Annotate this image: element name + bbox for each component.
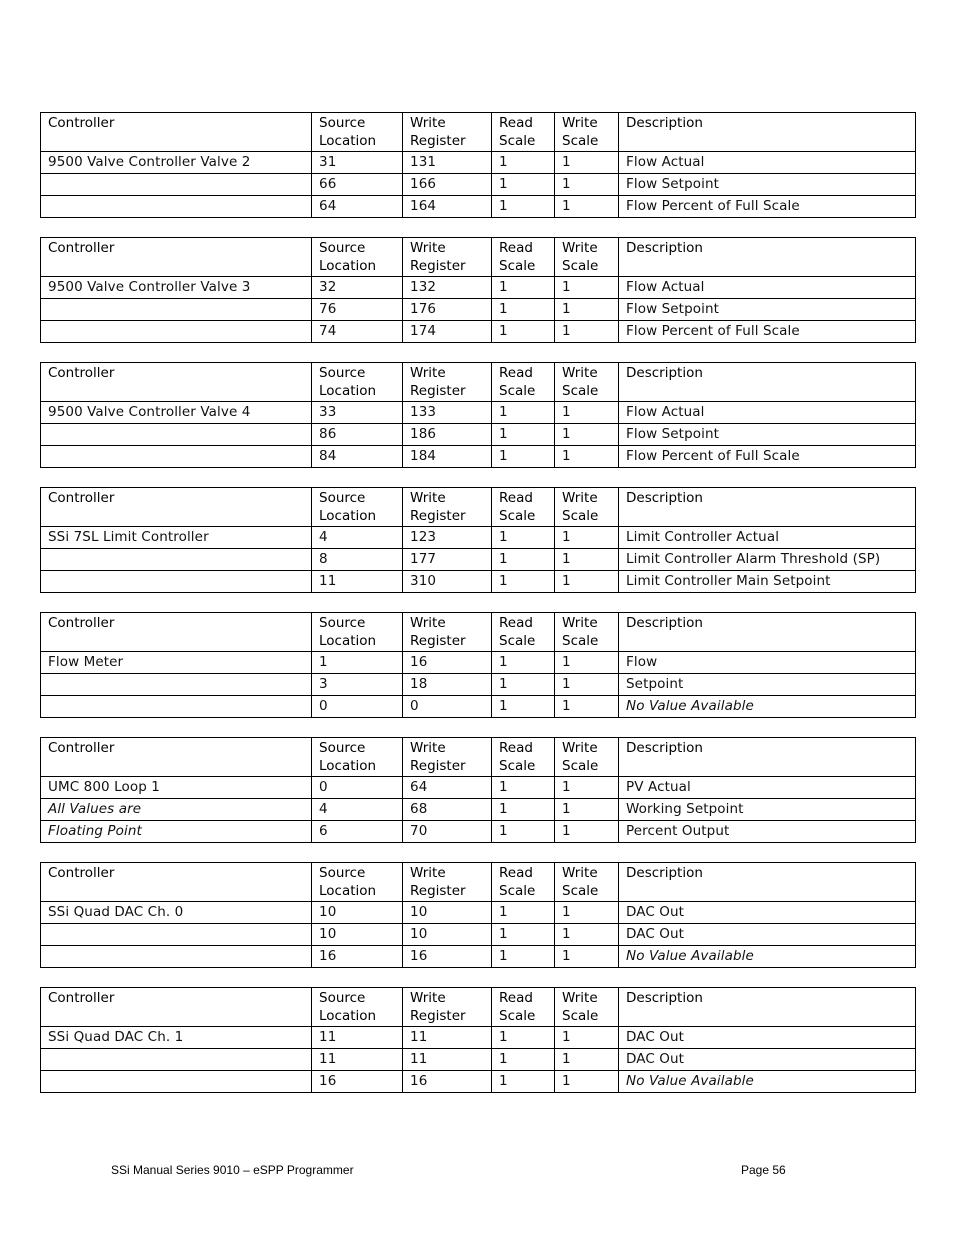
table-row [41, 946, 916, 968]
table-row [41, 424, 916, 446]
write-scale-cell: 1 [555, 1027, 619, 1049]
controller-header: Controller [41, 363, 312, 402]
write-register-header: Write Register [403, 738, 492, 777]
write-register-cell: 16 [403, 946, 492, 968]
read-scale-cell: 1 [492, 571, 555, 593]
description-cell: Limit Controller Main Setpoint [619, 571, 916, 593]
controller-header: Controller [41, 113, 312, 152]
read-scale-cell: 1 [492, 446, 555, 468]
source-location-cell: 11 [312, 1027, 403, 1049]
write-register-header: Write Register [403, 113, 492, 152]
read-scale-cell: 1 [492, 299, 555, 321]
read-scale-header: Read Scale [492, 363, 555, 402]
write-scale-cell: 1 [555, 321, 619, 343]
table-row [41, 1027, 916, 1049]
write-scale-cell: 1 [555, 696, 619, 718]
read-scale-header: Read Scale [492, 613, 555, 652]
controller-cell [41, 424, 312, 446]
description-cell: Flow Percent of Full Scale [619, 446, 916, 468]
description-header: Description [619, 488, 916, 527]
write-register-header: Write Register [403, 238, 492, 277]
table-header-row [41, 488, 916, 527]
write-register-cell: 166 [403, 174, 492, 196]
table-row [41, 299, 916, 321]
read-scale-cell: 1 [492, 196, 555, 218]
controller-table [40, 112, 916, 218]
controller-table [40, 737, 916, 843]
description-cell: No Value Available [619, 1071, 916, 1093]
table-header-row [41, 113, 916, 152]
write-scale-header: Write Scale [555, 363, 619, 402]
write-scale-header: Write Scale [555, 863, 619, 902]
source-location-cell: 66 [312, 174, 403, 196]
write-register-cell: 10 [403, 924, 492, 946]
controller-cell: Floating Point [41, 821, 312, 843]
table-row [41, 652, 916, 674]
description-cell: DAC Out [619, 924, 916, 946]
source-location-cell: 32 [312, 277, 403, 299]
write-register-header: Write Register [403, 363, 492, 402]
table-row [41, 174, 916, 196]
source-location-header: Source Location [312, 113, 403, 152]
write-scale-cell: 1 [555, 821, 619, 843]
table-row [41, 799, 916, 821]
read-scale-header: Read Scale [492, 113, 555, 152]
read-scale-cell: 1 [492, 674, 555, 696]
read-scale-header: Read Scale [492, 988, 555, 1027]
table-header-row [41, 363, 916, 402]
write-scale-header: Write Scale [555, 988, 619, 1027]
write-scale-cell: 1 [555, 652, 619, 674]
write-scale-header: Write Scale [555, 488, 619, 527]
table-row [41, 152, 916, 174]
table-row [41, 696, 916, 718]
read-scale-header: Read Scale [492, 238, 555, 277]
table-row [41, 277, 916, 299]
controller-cell: Flow Meter [41, 652, 312, 674]
read-scale-header: Read Scale [492, 738, 555, 777]
table-header-row [41, 238, 916, 277]
write-scale-cell: 1 [555, 924, 619, 946]
write-register-cell: 164 [403, 196, 492, 218]
description-cell: Flow Setpoint [619, 424, 916, 446]
write-register-cell: 132 [403, 277, 492, 299]
write-scale-header: Write Scale [555, 613, 619, 652]
write-register-cell: 133 [403, 402, 492, 424]
source-location-header: Source Location [312, 738, 403, 777]
source-location-header: Source Location [312, 988, 403, 1027]
table-row [41, 571, 916, 593]
read-scale-cell: 1 [492, 924, 555, 946]
source-location-cell: 6 [312, 821, 403, 843]
write-register-cell: 310 [403, 571, 492, 593]
controller-table [40, 862, 916, 968]
table-header-row [41, 738, 916, 777]
controller-cell [41, 924, 312, 946]
table-row [41, 402, 916, 424]
description-cell: Flow Setpoint [619, 174, 916, 196]
controller-cell [41, 549, 312, 571]
description-header: Description [619, 863, 916, 902]
source-location-cell: 10 [312, 902, 403, 924]
controller-cell: All Values are [41, 799, 312, 821]
source-location-header: Source Location [312, 863, 403, 902]
table-row [41, 924, 916, 946]
description-cell: Flow Percent of Full Scale [619, 321, 916, 343]
description-cell: No Value Available [619, 696, 916, 718]
write-scale-cell: 1 [555, 549, 619, 571]
write-scale-cell: 1 [555, 277, 619, 299]
read-scale-cell: 1 [492, 946, 555, 968]
write-register-cell: 16 [403, 652, 492, 674]
description-cell: Setpoint [619, 674, 916, 696]
table-row [41, 527, 916, 549]
read-scale-cell: 1 [492, 696, 555, 718]
write-register-header: Write Register [403, 488, 492, 527]
description-cell: PV Actual [619, 777, 916, 799]
table-header-row [41, 863, 916, 902]
write-register-header: Write Register [403, 613, 492, 652]
read-scale-header: Read Scale [492, 488, 555, 527]
read-scale-cell: 1 [492, 1049, 555, 1071]
controller-cell [41, 1071, 312, 1093]
write-scale-cell: 1 [555, 446, 619, 468]
description-header: Description [619, 238, 916, 277]
controller-cell [41, 674, 312, 696]
write-scale-cell: 1 [555, 402, 619, 424]
table-row [41, 446, 916, 468]
write-register-cell: 11 [403, 1027, 492, 1049]
source-location-cell: 4 [312, 527, 403, 549]
footer-manual-title: SSi Manual Series 9010 – eSPP Programmer [111, 1163, 354, 1177]
read-scale-cell: 1 [492, 1071, 555, 1093]
read-scale-cell: 1 [492, 321, 555, 343]
source-location-cell: 1 [312, 652, 403, 674]
source-location-cell: 16 [312, 1071, 403, 1093]
source-location-header: Source Location [312, 488, 403, 527]
controller-cell: 9500 Valve Controller Valve 3 [41, 277, 312, 299]
controller-header: Controller [41, 613, 312, 652]
source-location-cell: 76 [312, 299, 403, 321]
source-location-cell: 11 [312, 571, 403, 593]
controller-table [40, 612, 916, 718]
controller-header: Controller [41, 238, 312, 277]
write-scale-cell: 1 [555, 152, 619, 174]
controller-cell [41, 174, 312, 196]
description-cell: Flow Actual [619, 402, 916, 424]
write-scale-cell: 1 [555, 1049, 619, 1071]
write-scale-cell: 1 [555, 196, 619, 218]
source-location-cell: 8 [312, 549, 403, 571]
write-scale-cell: 1 [555, 799, 619, 821]
description-cell: Limit Controller Alarm Threshold (SP) [619, 549, 916, 571]
source-location-cell: 16 [312, 946, 403, 968]
write-register-cell: 176 [403, 299, 492, 321]
write-register-cell: 177 [403, 549, 492, 571]
controller-table [40, 987, 916, 1093]
source-location-header: Source Location [312, 363, 403, 402]
write-register-cell: 68 [403, 799, 492, 821]
read-scale-cell: 1 [492, 424, 555, 446]
read-scale-cell: 1 [492, 777, 555, 799]
write-scale-cell: 1 [555, 674, 619, 696]
write-register-cell: 0 [403, 696, 492, 718]
read-scale-cell: 1 [492, 152, 555, 174]
description-header: Description [619, 988, 916, 1027]
write-register-cell: 11 [403, 1049, 492, 1071]
controller-header: Controller [41, 863, 312, 902]
controller-cell [41, 299, 312, 321]
controller-cell: UMC 800 Loop 1 [41, 777, 312, 799]
table-row [41, 321, 916, 343]
read-scale-cell: 1 [492, 549, 555, 571]
write-scale-cell: 1 [555, 946, 619, 968]
read-scale-cell: 1 [492, 1027, 555, 1049]
description-cell: No Value Available [619, 946, 916, 968]
table-header-row [41, 613, 916, 652]
source-location-cell: 31 [312, 152, 403, 174]
read-scale-cell: 1 [492, 821, 555, 843]
table-row [41, 1049, 916, 1071]
controller-table [40, 362, 916, 468]
write-scale-cell: 1 [555, 527, 619, 549]
write-register-cell: 16 [403, 1071, 492, 1093]
description-cell: Flow Percent of Full Scale [619, 196, 916, 218]
description-cell: Flow Actual [619, 152, 916, 174]
controller-header: Controller [41, 988, 312, 1027]
footer-page-number: Page 56 [741, 1163, 786, 1177]
description-cell: Flow Setpoint [619, 299, 916, 321]
read-scale-cell: 1 [492, 799, 555, 821]
write-scale-cell: 1 [555, 777, 619, 799]
controller-cell [41, 196, 312, 218]
write-scale-cell: 1 [555, 1071, 619, 1093]
description-cell: DAC Out [619, 902, 916, 924]
table-header-row [41, 988, 916, 1027]
description-header: Description [619, 613, 916, 652]
read-scale-cell: 1 [492, 527, 555, 549]
write-scale-cell: 1 [555, 424, 619, 446]
controller-table [40, 487, 916, 593]
source-location-cell: 64 [312, 196, 403, 218]
write-register-cell: 123 [403, 527, 492, 549]
write-register-cell: 64 [403, 777, 492, 799]
description-cell: Flow [619, 652, 916, 674]
write-scale-cell: 1 [555, 902, 619, 924]
write-scale-header: Write Scale [555, 738, 619, 777]
write-register-cell: 186 [403, 424, 492, 446]
controller-cell [41, 446, 312, 468]
read-scale-cell: 1 [492, 277, 555, 299]
source-location-cell: 74 [312, 321, 403, 343]
source-location-cell: 3 [312, 674, 403, 696]
table-row [41, 674, 916, 696]
write-register-cell: 131 [403, 152, 492, 174]
table-row [41, 902, 916, 924]
write-scale-cell: 1 [555, 174, 619, 196]
write-scale-header: Write Scale [555, 238, 619, 277]
write-register-cell: 184 [403, 446, 492, 468]
description-cell: Percent Output [619, 821, 916, 843]
description-cell: Flow Actual [619, 277, 916, 299]
source-location-header: Source Location [312, 238, 403, 277]
description-header: Description [619, 363, 916, 402]
write-scale-cell: 1 [555, 299, 619, 321]
controller-cell [41, 946, 312, 968]
description-cell: Limit Controller Actual [619, 527, 916, 549]
controller-cell [41, 571, 312, 593]
write-register-header: Write Register [403, 988, 492, 1027]
read-scale-header: Read Scale [492, 863, 555, 902]
source-location-cell: 86 [312, 424, 403, 446]
source-location-cell: 33 [312, 402, 403, 424]
read-scale-cell: 1 [492, 652, 555, 674]
controller-cell: 9500 Valve Controller Valve 4 [41, 402, 312, 424]
source-location-header: Source Location [312, 613, 403, 652]
source-location-cell: 0 [312, 777, 403, 799]
controller-cell: SSi 7SL Limit Controller [41, 527, 312, 549]
description-cell: DAC Out [619, 1049, 916, 1071]
source-location-cell: 10 [312, 924, 403, 946]
controller-cell [41, 1049, 312, 1071]
table-row [41, 1071, 916, 1093]
write-register-cell: 18 [403, 674, 492, 696]
description-header: Description [619, 113, 916, 152]
source-location-cell: 11 [312, 1049, 403, 1071]
description-header: Description [619, 738, 916, 777]
controller-header: Controller [41, 738, 312, 777]
read-scale-cell: 1 [492, 174, 555, 196]
controller-cell: 9500 Valve Controller Valve 2 [41, 152, 312, 174]
write-scale-cell: 1 [555, 571, 619, 593]
controller-cell: SSi Quad DAC Ch. 0 [41, 902, 312, 924]
read-scale-cell: 1 [492, 902, 555, 924]
register-tables [40, 112, 915, 1112]
description-cell: DAC Out [619, 1027, 916, 1049]
read-scale-cell: 1 [492, 402, 555, 424]
source-location-cell: 84 [312, 446, 403, 468]
controller-cell: SSi Quad DAC Ch. 1 [41, 1027, 312, 1049]
write-register-cell: 70 [403, 821, 492, 843]
source-location-cell: 4 [312, 799, 403, 821]
controller-cell [41, 696, 312, 718]
table-row [41, 549, 916, 571]
write-register-cell: 174 [403, 321, 492, 343]
table-row [41, 196, 916, 218]
write-register-cell: 10 [403, 902, 492, 924]
controller-header: Controller [41, 488, 312, 527]
controller-table [40, 237, 916, 343]
table-row [41, 777, 916, 799]
controller-cell [41, 321, 312, 343]
source-location-cell: 0 [312, 696, 403, 718]
table-row [41, 821, 916, 843]
description-cell: Working Setpoint [619, 799, 916, 821]
write-scale-header: Write Scale [555, 113, 619, 152]
write-register-header: Write Register [403, 863, 492, 902]
